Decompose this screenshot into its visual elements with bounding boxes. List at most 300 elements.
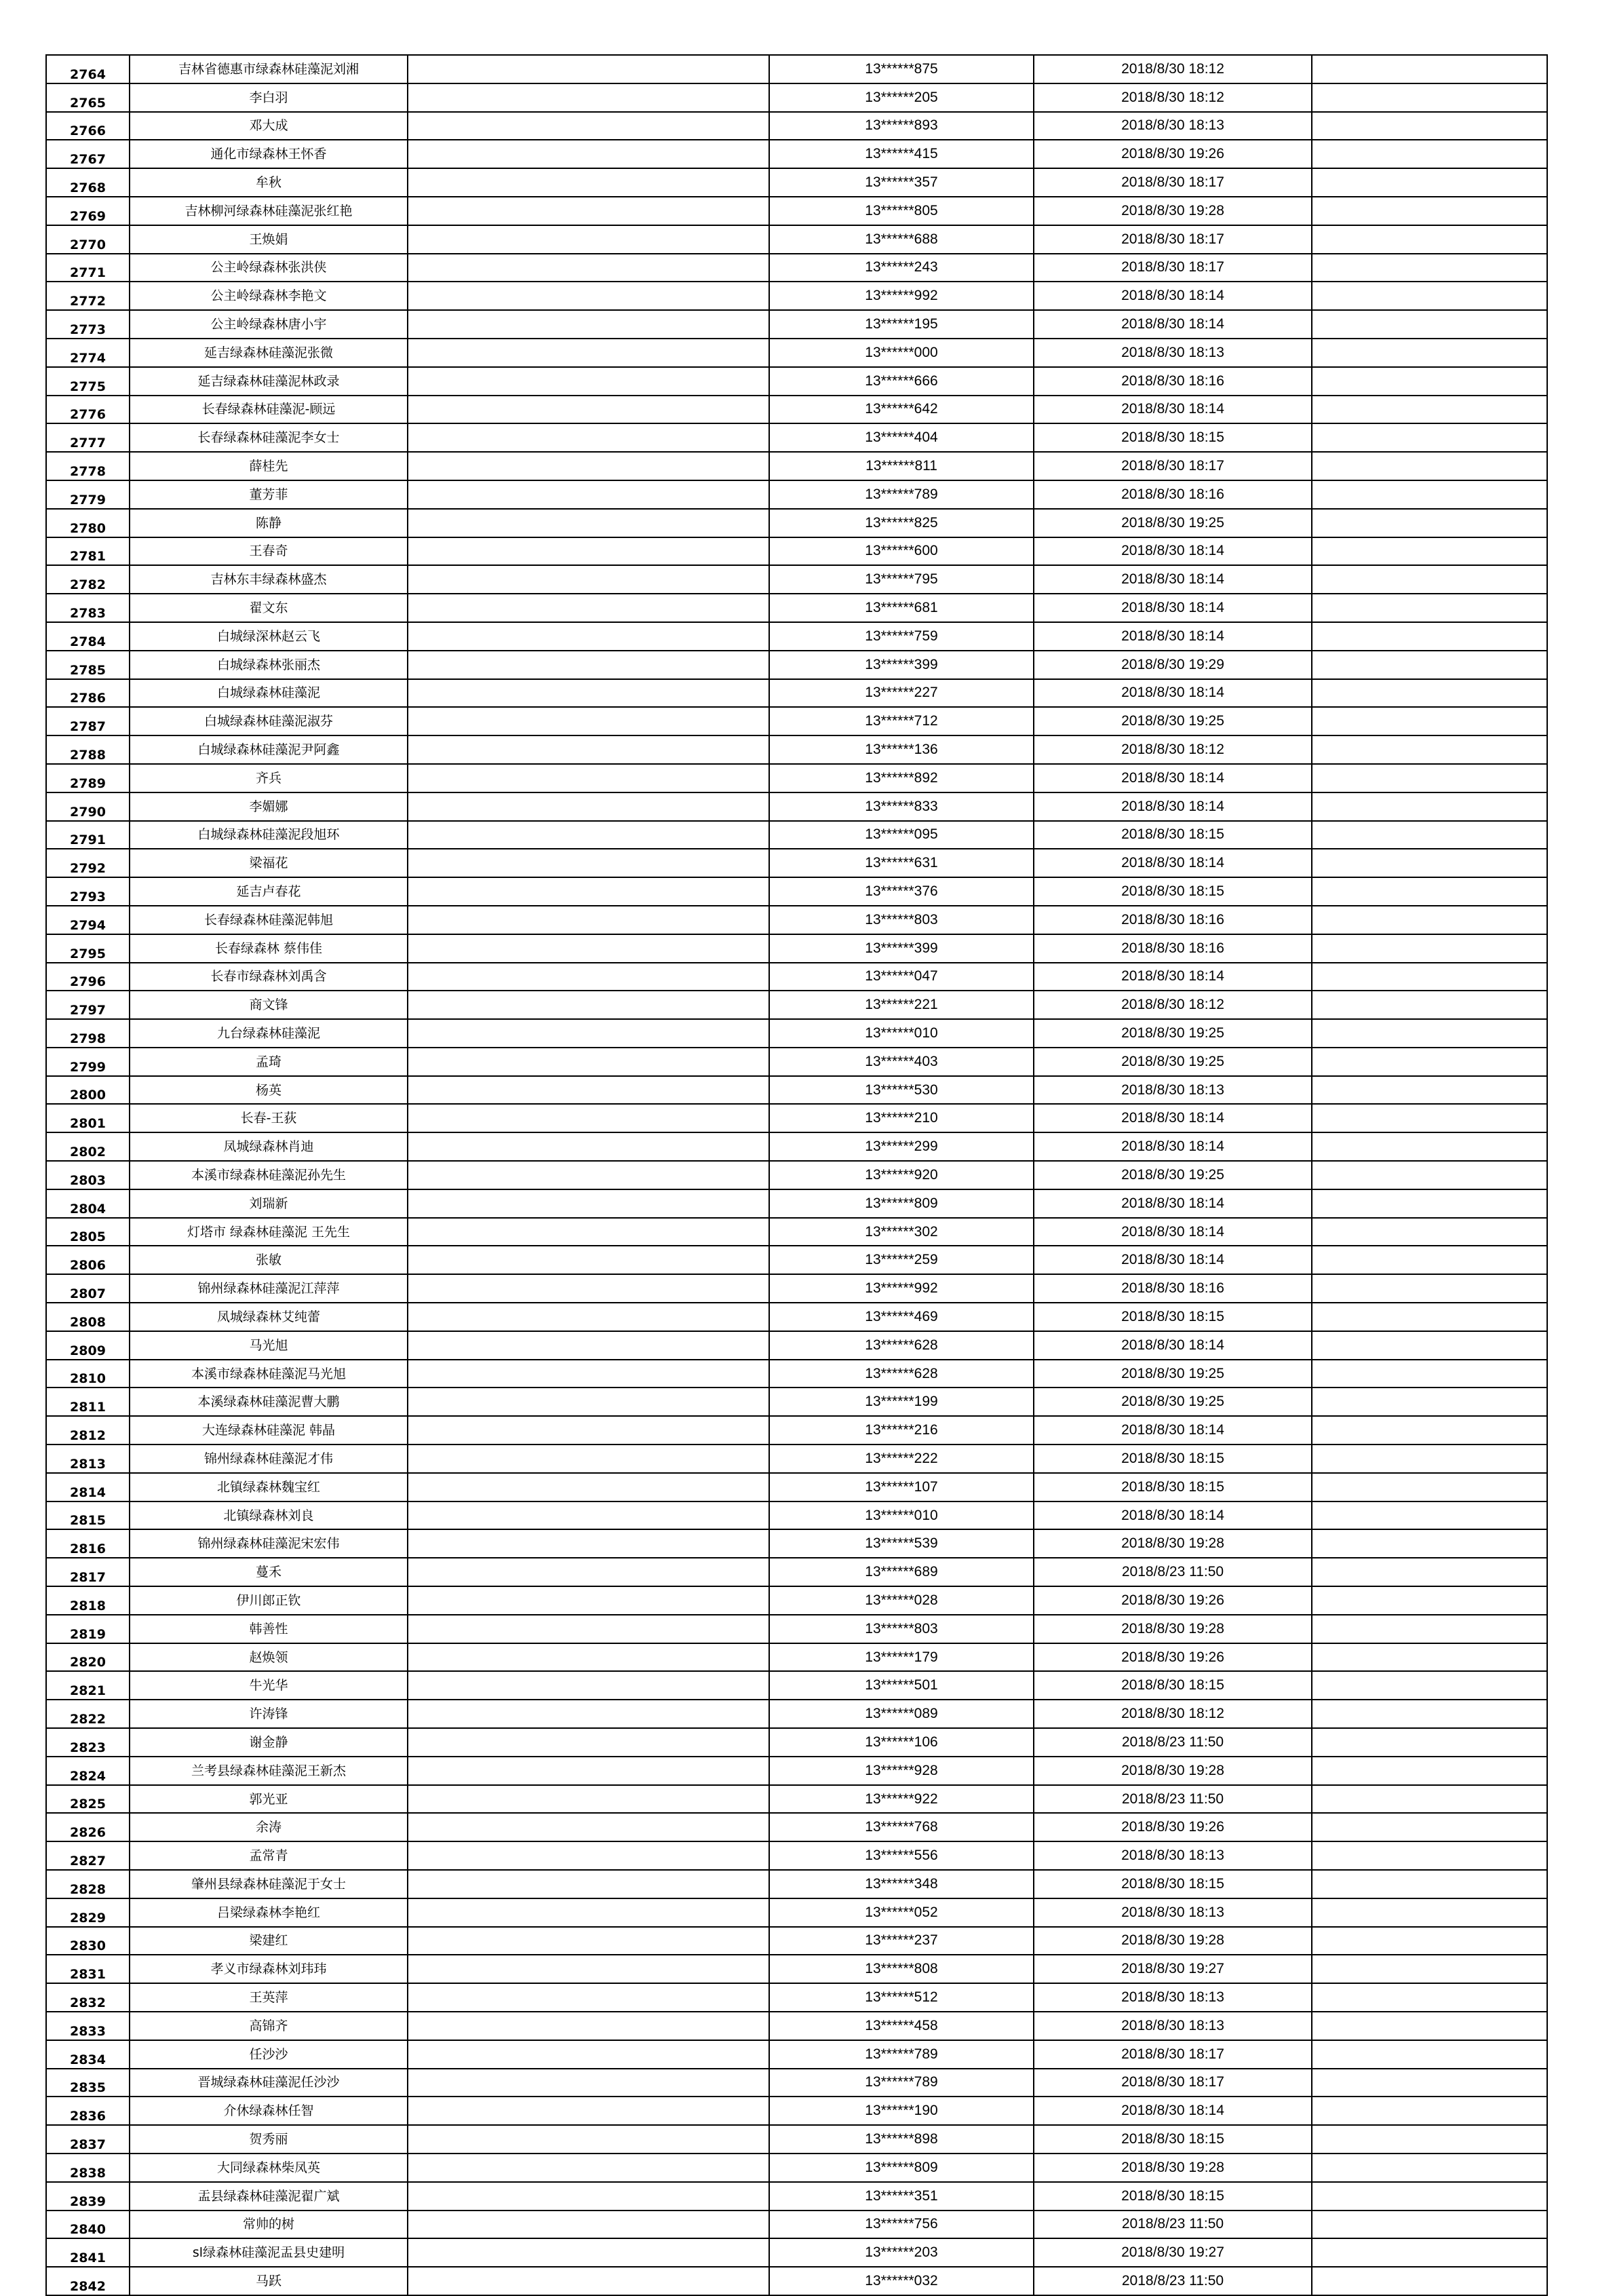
table-row [46,1274,1547,1303]
timestamp-cell: 2018/8/30 19:28 [1034,1927,1312,1955]
table-row [46,282,1547,310]
name-cell: 梁建红 [130,1927,408,1955]
phone-cell: 13******922 [769,1785,1034,1814]
row-number-cell: 2834 [46,2040,130,2069]
name-cell: 牛光华 [130,1671,408,1700]
empty-cell [408,1132,769,1161]
name-cell: 董芳菲 [130,480,408,509]
empty-cell [1312,1161,1547,1189]
table-row [46,1189,1547,1218]
name-cell: 白城绿森林硅藻泥淑芬 [130,707,408,735]
phone-cell: 13******047 [769,963,1034,991]
name-cell: 许涛锋 [130,1700,408,1728]
table-row [46,254,1547,282]
timestamp-cell: 2018/8/30 18:16 [1034,934,1312,963]
row-number-cell: 2819 [46,1615,130,1643]
phone-cell: 13******237 [769,1927,1034,1955]
name-cell: sl绿森林硅藻泥盂县史建明 [130,2238,408,2267]
empty-cell [1312,1955,1547,1983]
row-number-cell: 2838 [46,2154,130,2182]
empty-cell [1312,1189,1547,1218]
phone-cell: 13******756 [769,2211,1034,2239]
empty-cell [1312,1983,1547,2012]
table-row [46,1955,1547,1983]
empty-cell [1312,2238,1547,2267]
row-number-cell: 2810 [46,1360,130,1388]
empty-cell [408,991,769,1019]
empty-cell [408,1331,769,1360]
row-number-cell: 2842 [46,2267,130,2295]
table-row [46,1331,1547,1360]
timestamp-cell: 2018/8/30 18:14 [1034,2097,1312,2125]
empty-cell [408,396,769,424]
empty-cell [408,367,769,396]
phone-cell: 13******803 [769,1615,1034,1643]
timestamp-cell: 2018/8/30 18:14 [1034,622,1312,651]
name-cell: 公主岭绿森林唐小宇 [130,310,408,339]
empty-cell [408,1019,769,1048]
row-number-cell: 2815 [46,1501,130,1530]
name-cell: 吉林省德惠市绿森林硅藻泥刘湘 [130,55,408,83]
phone-cell: 13******190 [769,2097,1034,2125]
table-row [46,594,1547,622]
table-row [46,1529,1547,1558]
row-number-cell: 2812 [46,1416,130,1444]
phone-cell: 13******789 [769,480,1034,509]
empty-cell [1312,1586,1547,1615]
table-row [46,310,1547,339]
name-cell: 本溪市绿森林硅藻泥孙先生 [130,1161,408,1189]
timestamp-cell: 2018/8/23 11:50 [1034,1785,1312,1814]
empty-cell [408,112,769,140]
table-row [46,849,1547,877]
table-row [46,1132,1547,1161]
empty-cell [1312,168,1547,197]
empty-cell [408,1161,769,1189]
empty-cell [408,1246,769,1274]
phone-cell: 13******789 [769,2069,1034,2097]
table-row [46,1757,1547,1785]
phone-cell: 13******501 [769,1671,1034,1700]
empty-cell [408,849,769,877]
table-row [46,1473,1547,1501]
row-number-cell: 2832 [46,1983,130,2012]
phone-cell: 13******227 [769,679,1034,708]
empty-cell [408,168,769,197]
phone-cell: 13******825 [769,509,1034,537]
name-cell: 吉林柳河绿森林硅藻泥张红艳 [130,197,408,225]
empty-cell [408,1558,769,1586]
table-row [46,1813,1547,1841]
empty-cell [408,1785,769,1814]
timestamp-cell: 2018/8/23 11:50 [1034,2211,1312,2239]
empty-cell [1312,310,1547,339]
phone-cell: 13******928 [769,1757,1034,1785]
row-number-cell: 2807 [46,1274,130,1303]
timestamp-cell: 2018/8/30 18:14 [1034,1246,1312,1274]
name-cell: 翟文东 [130,594,408,622]
table-row [46,537,1547,566]
timestamp-cell: 2018/8/30 18:14 [1034,1218,1312,1246]
timestamp-cell: 2018/8/30 18:17 [1034,452,1312,480]
table-row [46,622,1547,651]
empty-cell [408,679,769,708]
timestamp-cell: 2018/8/30 18:13 [1034,339,1312,367]
timestamp-cell: 2018/8/30 19:25 [1034,1388,1312,1416]
table-row [46,821,1547,849]
empty-cell [408,1048,769,1076]
timestamp-cell: 2018/8/30 18:14 [1034,1104,1312,1132]
timestamp-cell: 2018/8/30 18:15 [1034,2182,1312,2211]
phone-cell: 13******992 [769,1274,1034,1303]
timestamp-cell: 2018/8/30 18:12 [1034,55,1312,83]
table-row [46,1416,1547,1444]
empty-cell [408,1104,769,1132]
name-cell: 杨英 [130,1076,408,1105]
empty-cell [1312,1416,1547,1444]
name-cell: 白城绿森林硅藻泥尹阿鑫 [130,735,408,764]
phone-cell: 13******032 [769,2267,1034,2295]
name-cell: 牟秋 [130,168,408,197]
timestamp-cell: 2018/8/30 19:26 [1034,1643,1312,1672]
row-number-cell: 2796 [46,963,130,991]
name-cell: 延吉绿森林硅藻泥张微 [130,339,408,367]
phone-cell: 13******809 [769,1189,1034,1218]
empty-cell [1312,1671,1547,1700]
table-row [46,452,1547,480]
timestamp-cell: 2018/8/30 18:14 [1034,792,1312,821]
table-row [46,1388,1547,1416]
table-row [46,1870,1547,1898]
phone-cell: 13******199 [769,1388,1034,1416]
timestamp-cell: 2018/8/30 18:14 [1034,537,1312,566]
phone-cell: 13******512 [769,1983,1034,2012]
name-cell: 锦州绿森林硅藻泥江萍萍 [130,1274,408,1303]
empty-cell [1312,254,1547,282]
name-cell: 锦州绿森林硅藻泥宋宏伟 [130,1529,408,1558]
phone-cell: 13******221 [769,991,1034,1019]
empty-cell [1312,877,1547,906]
phone-cell: 13******399 [769,934,1034,963]
timestamp-cell: 2018/8/30 18:14 [1034,679,1312,708]
empty-cell [408,2125,769,2154]
name-cell: 北镇绿森林魏宝红 [130,1473,408,1501]
empty-cell [1312,764,1547,792]
empty-cell [1312,906,1547,934]
row-number-cell: 2791 [46,821,130,849]
timestamp-cell: 2018/8/30 19:25 [1034,1048,1312,1076]
timestamp-cell: 2018/8/23 11:50 [1034,2267,1312,2295]
empty-cell [408,2012,769,2040]
timestamp-cell: 2018/8/30 18:14 [1034,396,1312,424]
empty-cell [1312,1870,1547,1898]
phone-cell: 13******893 [769,112,1034,140]
phone-cell: 13******875 [769,55,1034,83]
name-cell: 贺秀丽 [130,2125,408,2154]
phone-cell: 13******107 [769,1473,1034,1501]
empty-cell [408,1983,769,2012]
empty-cell [1312,735,1547,764]
table-row [46,906,1547,934]
timestamp-cell: 2018/8/30 18:13 [1034,112,1312,140]
empty-cell [408,792,769,821]
empty-cell [1312,537,1547,566]
timestamp-cell: 2018/8/23 11:50 [1034,1558,1312,1586]
name-cell: 通化市绿森林王怀香 [130,140,408,168]
empty-cell [1312,792,1547,821]
table-row [46,367,1547,396]
empty-cell [408,423,769,452]
table-row [46,1841,1547,1870]
timestamp-cell: 2018/8/23 11:50 [1034,1728,1312,1757]
empty-cell [1312,509,1547,537]
empty-cell [408,963,769,991]
empty-cell [408,1870,769,1898]
empty-cell [1312,622,1547,651]
row-number-cell: 2835 [46,2069,130,2097]
name-cell: 延吉卢春花 [130,877,408,906]
phone-cell: 13******768 [769,1813,1034,1841]
phone-cell: 13******028 [769,1586,1034,1615]
phone-cell: 13******759 [769,622,1034,651]
row-number-cell: 2790 [46,792,130,821]
table-row [46,2238,1547,2267]
empty-cell [408,1388,769,1416]
row-number-cell: 2764 [46,55,130,83]
timestamp-cell: 2018/8/30 18:12 [1034,991,1312,1019]
empty-cell [1312,849,1547,877]
empty-cell [1312,1700,1547,1728]
name-cell: 谢金静 [130,1728,408,1757]
name-cell: 郭光亚 [130,1785,408,1814]
timestamp-cell: 2018/8/30 18:12 [1034,1700,1312,1728]
name-cell: 晋城绿森林硅藻泥任沙沙 [130,2069,408,2097]
row-number-cell: 2795 [46,934,130,963]
phone-cell: 13******833 [769,792,1034,821]
phone-cell: 13******628 [769,1331,1034,1360]
phone-cell: 13******089 [769,1700,1034,1728]
empty-cell [1312,2154,1547,2182]
phone-cell: 13******216 [769,1416,1034,1444]
empty-cell [408,2211,769,2239]
empty-cell [408,1898,769,1927]
table-row [46,1586,1547,1615]
empty-cell [408,480,769,509]
row-number-cell: 2833 [46,2012,130,2040]
empty-cell [408,735,769,764]
table-row [46,225,1547,254]
name-cell: 商文锋 [130,991,408,1019]
name-cell: 吕梁绿森林李艳红 [130,1898,408,1927]
name-cell: 盂县绿森林硅藻泥翟广斌 [130,2182,408,2211]
empty-cell [408,2097,769,2125]
table-row [46,1671,1547,1700]
empty-cell [408,225,769,254]
table-row [46,1927,1547,1955]
empty-cell [1312,1558,1547,1586]
timestamp-cell: 2018/8/30 19:28 [1034,1529,1312,1558]
row-number-cell: 2776 [46,396,130,424]
empty-cell [1312,594,1547,622]
table-row [46,2125,1547,2154]
timestamp-cell: 2018/8/30 19:28 [1034,197,1312,225]
row-number-cell: 2793 [46,877,130,906]
phone-cell: 13******404 [769,423,1034,452]
row-number-cell: 2792 [46,849,130,877]
timestamp-cell: 2018/8/30 18:15 [1034,877,1312,906]
timestamp-cell: 2018/8/30 18:13 [1034,1983,1312,2012]
phone-cell: 13******351 [769,2182,1034,2211]
empty-cell [1312,1898,1547,1927]
row-number-cell: 2804 [46,1189,130,1218]
row-number-cell: 2829 [46,1898,130,1927]
table-row [46,339,1547,367]
row-number-cell: 2826 [46,1813,130,1841]
empty-cell [1312,1785,1547,1814]
row-number-cell: 2825 [46,1785,130,1814]
timestamp-cell: 2018/8/30 18:14 [1034,310,1312,339]
name-cell: 蔓禾 [130,1558,408,1586]
name-cell: 高锦齐 [130,2012,408,2040]
table-row [46,991,1547,1019]
phone-cell: 13******469 [769,1303,1034,1331]
empty-cell [1312,1331,1547,1360]
phone-cell: 13******210 [769,1104,1034,1132]
table-row [46,1643,1547,1672]
timestamp-cell: 2018/8/30 18:14 [1034,764,1312,792]
row-number-cell: 2781 [46,537,130,566]
timestamp-cell: 2018/8/30 18:15 [1034,1870,1312,1898]
timestamp-cell: 2018/8/30 19:29 [1034,651,1312,679]
row-number-cell: 2817 [46,1558,130,1586]
row-number-cell: 2837 [46,2125,130,2154]
phone-cell: 13******530 [769,1076,1034,1105]
name-cell: 齐兵 [130,764,408,792]
empty-cell [1312,707,1547,735]
phone-cell: 13******203 [769,2238,1034,2267]
empty-cell [1312,1501,1547,1530]
timestamp-cell: 2018/8/30 18:17 [1034,254,1312,282]
empty-cell [1312,1444,1547,1473]
name-cell: 白城绿深林赵云飞 [130,622,408,651]
phone-cell: 13******399 [769,651,1034,679]
name-cell: 白城绿森林张丽杰 [130,651,408,679]
empty-cell [408,140,769,168]
table-row [46,480,1547,509]
name-cell: 余涛 [130,1813,408,1841]
row-number-cell: 2841 [46,2238,130,2267]
table-row [46,2012,1547,2040]
table-row [46,1501,1547,1530]
timestamp-cell: 2018/8/30 19:28 [1034,2154,1312,2182]
empty-cell [408,821,769,849]
timestamp-cell: 2018/8/30 18:14 [1034,1132,1312,1161]
timestamp-cell: 2018/8/30 18:17 [1034,225,1312,254]
empty-cell [1312,1615,1547,1643]
row-number-cell: 2784 [46,622,130,651]
name-cell: 任沙沙 [130,2040,408,2069]
name-cell: 陈静 [130,509,408,537]
name-cell: 白城绿森林硅藻泥 [130,679,408,708]
phone-cell: 13******222 [769,1444,1034,1473]
timestamp-cell: 2018/8/30 19:26 [1034,1813,1312,1841]
row-number-cell: 2773 [46,310,130,339]
row-number-cell: 2782 [46,565,130,594]
table-row [46,764,1547,792]
name-cell: 公主岭绿森林李艳文 [130,282,408,310]
row-number-cell: 2822 [46,1700,130,1728]
empty-cell [1312,367,1547,396]
phone-cell: 13******106 [769,1728,1034,1757]
phone-cell: 13******539 [769,1529,1034,1558]
empty-cell [408,2154,769,2182]
empty-cell [408,197,769,225]
row-number-cell: 2813 [46,1444,130,1473]
timestamp-cell: 2018/8/30 19:28 [1034,1615,1312,1643]
empty-cell [408,622,769,651]
timestamp-cell: 2018/8/30 18:16 [1034,906,1312,934]
empty-cell [1312,1841,1547,1870]
row-number-cell: 2777 [46,423,130,452]
table-row [46,1444,1547,1473]
row-number-cell: 2789 [46,764,130,792]
row-number-cell: 2818 [46,1586,130,1615]
row-number-cell: 2799 [46,1048,130,1076]
name-cell: 长春绿森林硅藻泥韩旭 [130,906,408,934]
empty-cell [408,1700,769,1728]
empty-cell [1312,423,1547,452]
empty-cell [408,83,769,112]
phone-cell: 13******811 [769,452,1034,480]
phone-cell: 13******892 [769,764,1034,792]
phone-cell: 13******795 [769,565,1034,594]
empty-cell [1312,1019,1547,1048]
timestamp-cell: 2018/8/30 18:15 [1034,1473,1312,1501]
spreadsheet-page [45,54,1546,2296]
row-number-cell: 2824 [46,1757,130,1785]
empty-cell [408,764,769,792]
name-cell: 伊川郎正钦 [130,1586,408,1615]
row-number-cell: 2783 [46,594,130,622]
empty-cell [1312,565,1547,594]
name-cell: 长春绿森林硅藻泥李女士 [130,423,408,452]
empty-cell [1312,2040,1547,2069]
empty-cell [408,1643,769,1672]
empty-cell [408,2182,769,2211]
records-table-body [46,55,1547,2295]
timestamp-cell: 2018/8/30 18:14 [1034,1331,1312,1360]
table-row [46,2211,1547,2239]
phone-cell: 13******992 [769,282,1034,310]
table-row [46,509,1547,537]
name-cell: 吉林东丰绿森林盛杰 [130,565,408,594]
phone-cell: 13******195 [769,310,1034,339]
table-row [46,1558,1547,1586]
row-number-cell: 2801 [46,1104,130,1132]
table-row [46,2069,1547,2097]
row-number-cell: 2821 [46,1671,130,1700]
phone-cell: 13******628 [769,1360,1034,1388]
name-cell: 李媚娜 [130,792,408,821]
empty-cell [1312,2182,1547,2211]
table-row [46,1161,1547,1189]
phone-cell: 13******205 [769,83,1034,112]
timestamp-cell: 2018/8/30 18:14 [1034,1501,1312,1530]
phone-cell: 13******631 [769,849,1034,877]
name-cell: 兰考县绿森林硅藻泥王新杰 [130,1757,408,1785]
name-cell: 王焕娟 [130,225,408,254]
name-cell: 凤城绿森林肖迪 [130,1132,408,1161]
